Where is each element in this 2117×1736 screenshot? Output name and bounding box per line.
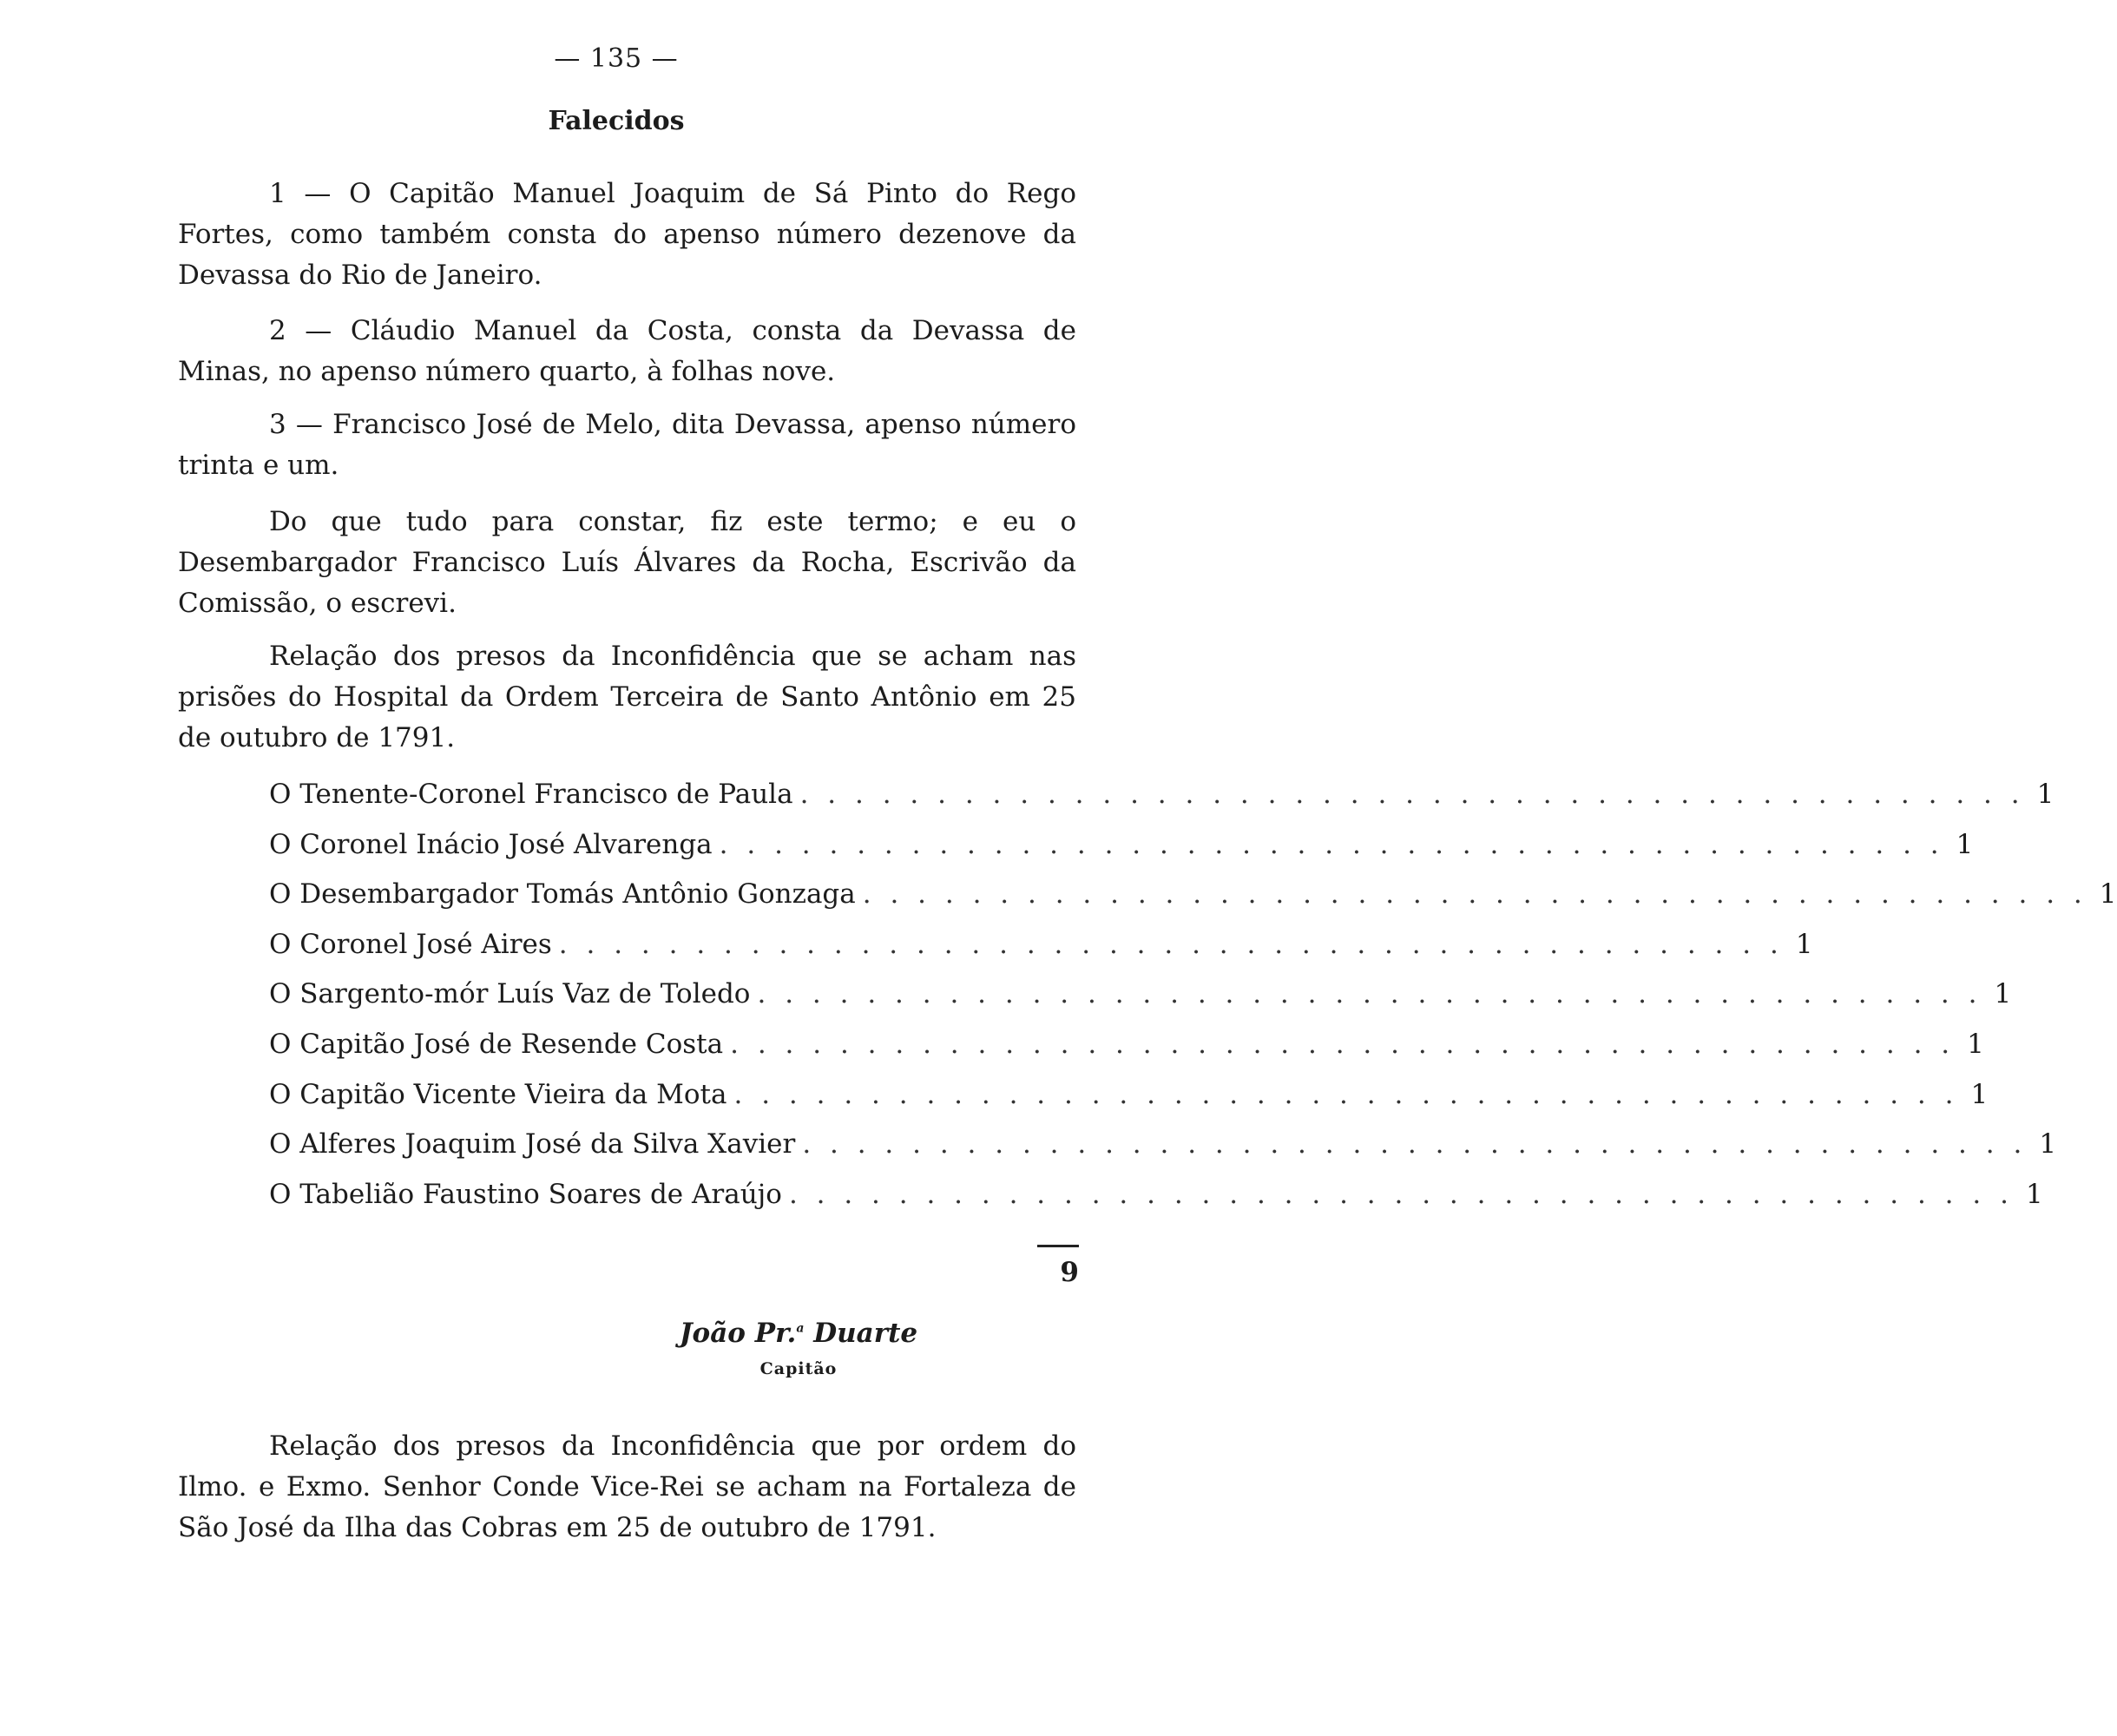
roster-count: 1: [1970, 1078, 1989, 1110]
roster-count: 1: [2039, 1128, 2057, 1161]
signature-name-last: Duarte: [804, 1318, 918, 1349]
roster-name: O Capitão Vicente Vieira da Mota: [269, 1078, 727, 1110]
paragraph-deceased-1: 1 — O Capitão Manuel Joaquim de Sá Pinto do Rego Fortes, como também consta do apenso número dezenove da Devassa do Rio de Janeiro.: [178, 178, 1076, 291]
roster-row: [269, 1178, 2043, 1229]
dot-leader: . . . . . . . . . . . . . . . . . . . . . . . . . . . . . . . . . . . . . . . . . . . . .: [788, 1178, 2014, 1210]
dot-leader: . . . . . . . . . . . . . . . . . . . . . . . . . . . . . . . . . . . . . . . . . . . . .: [799, 779, 2025, 810]
roster-row: [269, 1028, 1984, 1079]
paragraph-closing-statement: Do que tudo para constar, fiz este termo; e eu o Desembargador Francisco Luís Álvares da Rocha, Escrivão da Comissão, o escrevi.: [178, 506, 1076, 619]
signature-name-superscript: a: [796, 1321, 805, 1336]
roster-name: O Capitão José de Resende Costa: [269, 1028, 724, 1060]
signature-name-first: João Pr.: [679, 1318, 797, 1349]
dot-leader: . . . . . . . . . . . . . . . . . . . . . . . . . . . . . . . . . . . . . . . . . . . . .: [862, 878, 2087, 911]
dot-leader: . . . . . . . . . . . . . . . . . . . . . . . . . . . . . . . . . . . . . . . . . . . . .: [730, 1028, 1956, 1060]
roster-count: 1: [2025, 1178, 2043, 1210]
dot-leader: . . . . . . . . . . . . . . . . . . . . . . . . . . . . . . . . . . . . . . . . . . . . .: [802, 1128, 2028, 1161]
dot-leader: . . . . . . . . . . . . . . . . . . . . . . . . . . . . . . . . . . . . . . . . . . . . .: [733, 1078, 1959, 1110]
dot-leader: . . . . . . . . . . . . . . . . . . . . . . . . . . . . . . . . . . . . . . . . . . . . .: [757, 978, 1982, 1010]
roster-row: [269, 1128, 2057, 1179]
dot-leader: . . . . . . . . . . . . . . . . . . . . . . . . . . . . . . . . . . . . . . . . . . . . .: [719, 828, 1944, 860]
roster-count: 1: [2036, 779, 2055, 810]
roster-total: 9: [1060, 1257, 1079, 1288]
section-heading: Falecidos: [548, 106, 685, 136]
paragraph-deceased-2: 2 — Cláudio Manuel da Costa, consta da Devassa de Minas, no apenso número quarto, à folhas nove.: [178, 315, 1076, 387]
roster-name: O Alferes Joaquim José da Silva Xavier: [269, 1128, 796, 1161]
roster-count: 1: [1994, 978, 2012, 1010]
roster-name: O Coronel José Aires: [269, 928, 552, 960]
roster-count: 1: [1956, 828, 1974, 860]
roster-row: [269, 878, 2117, 929]
paragraph-deceased-3: 3 — Francisco José de Melo, dita Devassa, apenso número trinta e um.: [178, 409, 1076, 481]
total-rule: [1037, 1245, 1079, 1247]
signature-name: [616, 1318, 981, 1349]
paragraph-prisoner-list-intro: Relação dos presos da Inconfidência que se acham nas prisões do Hospital da Ordem Terceira de Santo Antônio em 25 de outubro de 1791.: [178, 641, 1076, 753]
roster-row: [269, 1078, 1989, 1129]
roster-row: [269, 928, 1813, 979]
dot-leader: . . . . . . . . . . . . . . . . . . . . . . . . . . . . . . . . . . . . . . . . . . . . .: [558, 928, 1784, 960]
roster-name: O Tabelião Faustino Soares de Araújo: [269, 1178, 782, 1210]
prisoner-roster: [269, 779, 2117, 1228]
roster-name: O Tenente-Coronel Francisco de Paula: [269, 779, 793, 810]
paragraph-second-list-intro: Relação dos presos da Inconfidência que por ordem do Ilmo. e Exmo. Senhor Conde Vice-Rei se acham na Fortaleza de São José da Ilha das Cobras em 25 de outubro de 1791.: [178, 1430, 1076, 1543]
roster-count: 1: [1967, 1028, 1984, 1060]
roster-row: [269, 828, 1974, 879]
page-number: — 135 —: [554, 43, 679, 74]
roster-row: [269, 978, 2012, 1029]
roster-name: O Coronel Inácio José Alvarenga: [269, 828, 713, 860]
signature-title: Capitão: [759, 1359, 838, 1378]
roster-count: 1: [1795, 928, 1813, 960]
roster-count: 1: [2099, 878, 2117, 911]
roster-row: [269, 779, 2055, 829]
roster-name: O Desembargador Tomás Antônio Gonzaga: [269, 878, 856, 911]
roster-name: O Sargento-mór Luís Vaz de Toledo: [269, 978, 751, 1010]
